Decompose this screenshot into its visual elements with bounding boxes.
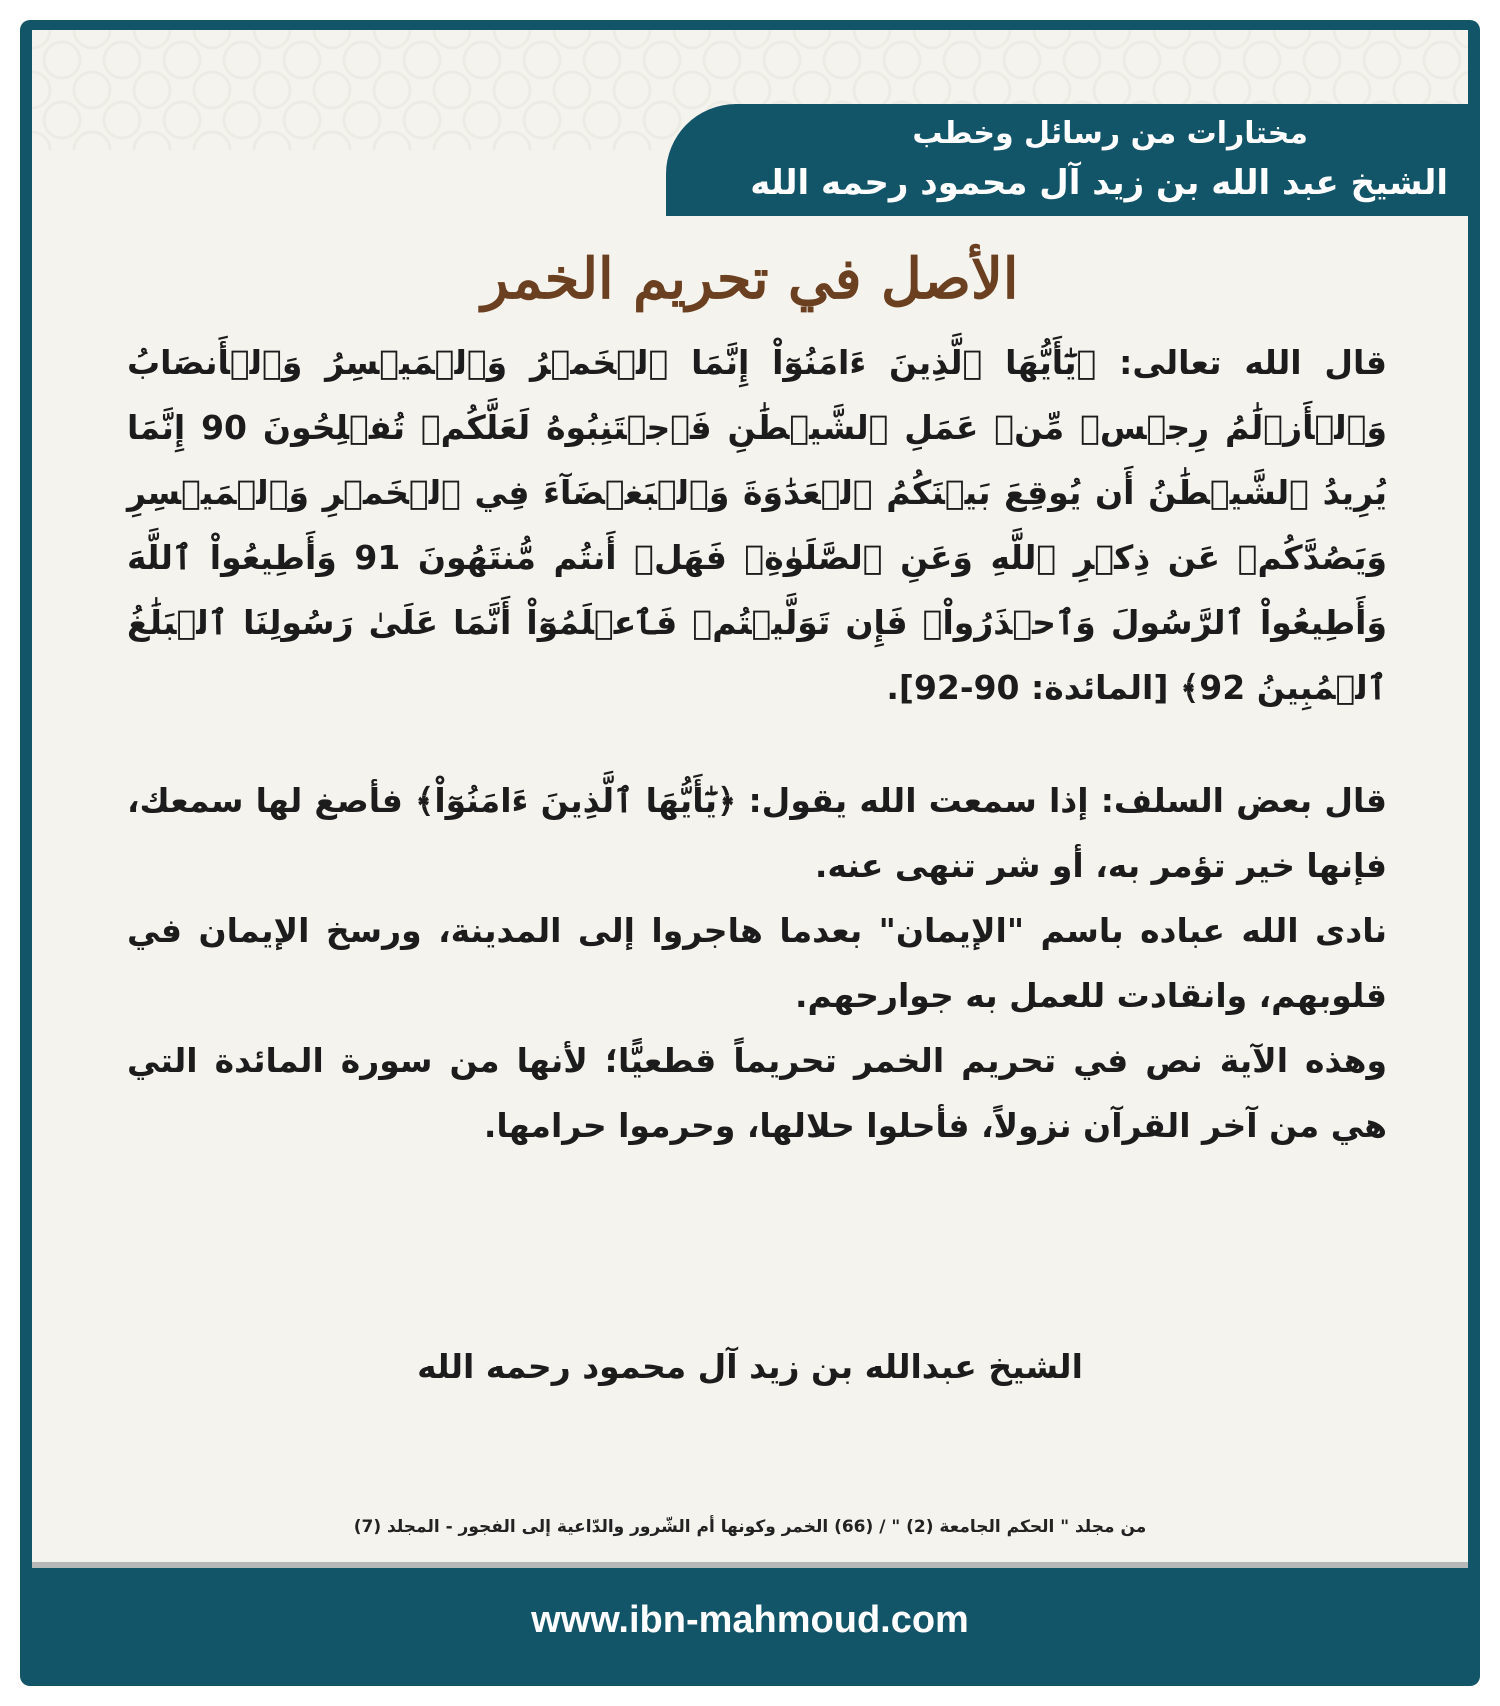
header-banner [666,104,1468,216]
verse-paragraph: وهذه الآية نص في تحريم الخمر تحريماً قطعيًّا؛ لأنها من سورة المائدة التي هي من آخر القرآن نزولاً، فأحلوا حلالها، وحرموا حرامها. [127,1041,1387,1145]
card-shadow [32,1562,1468,1568]
salaf-paragraph: قال بعض السلف: إذا سمعت الله يقول: ﴿يَٰٓأَيُّهَا ٱلَّذِينَ ءَامَنُوٓاْ﴾ فأصغ لها سمعك، فإنها خير تؤمر به، أو شر تنهى عنه. [127,781,1387,885]
iman-paragraph: نادى الله عباده باسم "الإيمان" بعدما هاجروا إلى المدينة، ورسخ الإيمان في قلوبهم، وانقادت للعمل به جوارحهم. [127,911,1387,1015]
author-signature: الشيخ عبدالله بن زيد آل محمود رحمه الله [417,1347,1083,1386]
header-line-1: مختارات من رسائل وخطب [912,116,1308,151]
article-body [127,330,1387,1158]
footer-website-link[interactable]: www.ibn-mahmoud.com [531,1599,969,1641]
content-card [32,30,1468,1562]
page-frame [20,20,1480,1686]
source-citation: من مجلد " الحكم الجامعة (2) " / (66) الخمر وكونها أم الشّرور والدّاعية إلى الفجور - المجلد (7) [353,1517,1147,1537]
page-title: الأصل في تحريم الخمر [481,246,1019,312]
header-line-2: الشيخ عبد الله بن زيد آل محمود رحمه الله [750,163,1448,203]
paragraph-gap [127,720,1387,768]
quran-paragraph: قال الله تعالى: ﴿يَٰٓأَيُّهَا ٱلَّذِينَ ءَامَنُوٓاْ إِنَّمَا ٱلۡخَمۡرُ وَٱلۡمَيۡسِرُ وَٱلۡأَنصَابُ وَٱلۡأَزۡلَٰمُ رِجۡسٞ مِّنۡ عَمَلِ ٱلشَّيۡطَٰنِ فَٱجۡتَنِبُوهُ لَعَلَّكُمۡ تُفۡلِحُونَ 90 إِنَّمَا يُرِيدُ ٱلشَّيۡطَٰنُ أَن يُوقِعَ بَيۡنَكُمُ ٱلۡعَدَٰوَةَ وَٱلۡبَغۡضَآءَ فِي ٱلۡخَمۡرِ وَٱلۡمَيۡسِرِ وَيَصُدَّكُمۡ عَن ذِكۡرِ ٱللَّهِ وَعَنِ ٱلصَّلَوٰةِۖ فَهَلۡ أَنتُم مُّنتَهُونَ 91 وَأَطِيعُواْ ٱللَّهَ وَأَطِيعُواْ ٱلرَّسُولَ وَٱحۡذَرُواْۚ فَإِن تَوَلَّيۡتُمۡ فَٱعۡلَمُوٓاْ أَنَّمَا عَلَىٰ رَسُولِنَا ٱلۡبَلَٰغُ ٱلۡمُبِينُ 92﴾ [المائدة: 90-92]. [127,343,1387,707]
